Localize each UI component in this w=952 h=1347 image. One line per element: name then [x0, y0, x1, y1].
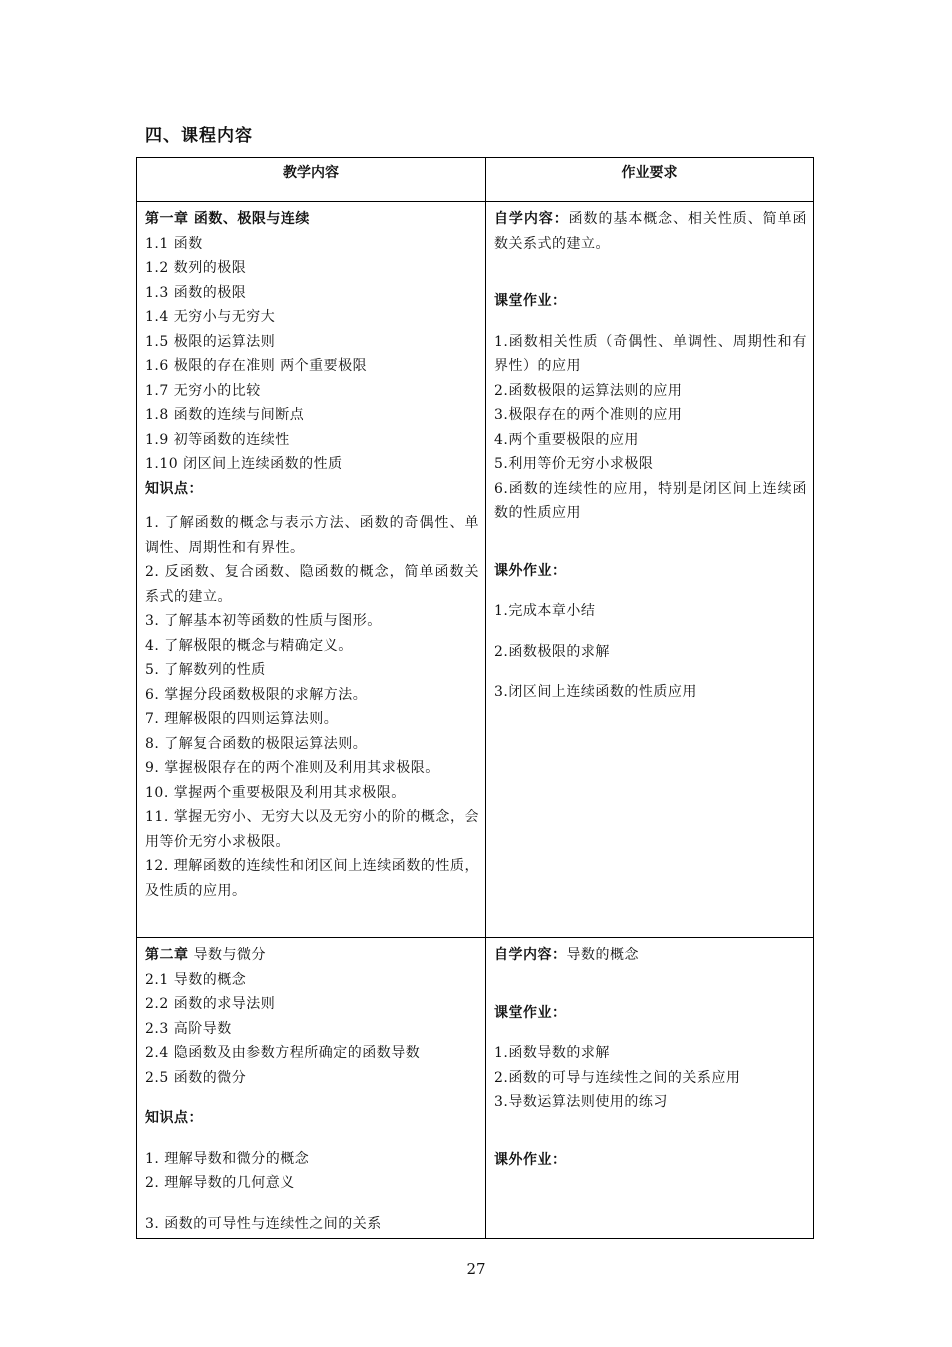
knowledge-point: 2. 理解导数的几何意义	[145, 1175, 295, 1191]
section-item: 1.5 极限的运算法则	[145, 333, 276, 350]
self-study-label: 自学内容：	[494, 947, 567, 963]
header-teaching-content: 教学内容	[137, 158, 486, 202]
homework-item: 3.闭区间上连续函数的性质应用	[494, 684, 697, 700]
section-item: 1.9 初等函数的连续性	[145, 431, 290, 448]
section-item: 1.10 闭区间上连续函数的性质	[145, 456, 343, 472]
chapter2-title-rest: 导数与微分	[188, 947, 266, 963]
chapter2-content	[137, 938, 486, 1239]
section-item: 2.2 函数的求导法则	[145, 996, 276, 1012]
self-study-label: 自学内容：	[494, 211, 569, 227]
self-study-text: 函数的基本概念、相关性质、简单函数关系式的建立。	[494, 211, 807, 252]
homework-label: 课外作业：	[494, 1151, 567, 1168]
chapter2-title-bold: 第二章	[145, 947, 189, 963]
section-item: 2.3 高阶导数	[145, 1020, 232, 1037]
classwork-item: 6.函数的连续性的应用，特别是闭区间上连续函数的性质应用	[494, 480, 807, 521]
classwork-item: 3.极限存在的两个准则的应用	[494, 407, 683, 423]
chapter2-row	[137, 938, 814, 1239]
classwork-item: 1.函数导数的求解	[494, 1045, 610, 1061]
knowledge-label: 知识点：	[145, 480, 203, 497]
knowledge-point: 12. 理解函数的连续性和闭区间上连续函数的性质，及性质的应用。	[145, 858, 479, 899]
section-item: 2.1 导数的概念	[145, 971, 247, 988]
knowledge-point: 9. 掌握极限存在的两个准则及利用其求极限。	[145, 760, 440, 776]
self-study	[494, 943, 807, 968]
page-number: 27	[466, 1260, 486, 1278]
table-header-row	[137, 158, 814, 202]
section-item: 2.5 函数的微分	[145, 1069, 247, 1086]
knowledge-point: 11. 掌握无穷小、无穷大以及无穷小的阶的概念，会用等价无穷小求极限。	[145, 809, 479, 850]
knowledge-point: 5. 了解数列的性质	[145, 662, 266, 678]
chapter1-title: 第一章 函数、极限与连续	[145, 211, 310, 227]
homework-item: 2.函数极限的求解	[494, 643, 610, 660]
classwork-item: 5.利用等价无穷小求极限	[494, 456, 654, 472]
section-item: 1.2 数列的极限	[145, 260, 247, 276]
chapter2-title	[145, 943, 479, 968]
classwork-label: 课堂作业：	[494, 293, 567, 309]
classwork-item: 4.两个重要极限的应用	[494, 431, 639, 448]
knowledge-point: 2. 反函数、复合函数、隐函数的概念，简单函数关系式的建立。	[145, 564, 479, 605]
classwork-label: 课堂作业：	[494, 1004, 567, 1021]
knowledge-point: 3. 了解基本初等函数的性质与图形。	[145, 613, 382, 629]
knowledge-label: 知识点：	[145, 1110, 203, 1126]
chapter1-row	[137, 202, 814, 938]
chapter1-content	[137, 202, 486, 938]
section-item: 2.4 隐函数及由参数方程所确定的函数导数	[145, 1045, 421, 1061]
self-study	[494, 207, 807, 256]
knowledge-point: 1. 理解导数和微分的概念	[145, 1150, 310, 1167]
chapter1-homework	[486, 202, 814, 938]
knowledge-point: 1. 了解函数的概念与表示方法、函数的奇偶性、单调性、周期性和有界性。	[145, 515, 479, 556]
knowledge-point: 3. 函数的可导性与连续性之间的关系	[145, 1215, 382, 1232]
knowledge-point: 10. 掌握两个重要极限及利用其求极限。	[145, 784, 406, 801]
section-item: 1.8 函数的连续与间断点	[145, 407, 305, 423]
knowledge-point: 7. 理解极限的四则运算法则。	[145, 711, 339, 727]
section-item: 1.1 函数	[145, 235, 203, 252]
self-study-text: 导数的概念	[566, 947, 639, 963]
homework-label: 课外作业：	[494, 562, 567, 579]
classwork-item: 2.函数的可导与连续性之间的关系应用	[494, 1069, 741, 1086]
knowledge-point: 6. 掌握分段函数极限的求解方法。	[145, 686, 368, 703]
course-content-table	[136, 157, 814, 1239]
classwork-item: 3.导数运算法则使用的练习	[494, 1094, 668, 1110]
knowledge-point: 8. 了解复合函数的极限运算法则。	[145, 735, 368, 752]
section-item: 1.4 无穷小与无穷大	[145, 309, 276, 325]
knowledge-point: 4. 了解极限的概念与精确定义。	[145, 637, 353, 654]
section-item: 1.7 无穷小的比较	[145, 382, 261, 399]
chapter2-homework	[486, 938, 814, 1239]
classwork-item: 1.函数相关性质（奇偶性、单调性、周期性和有界性）的应用	[494, 333, 807, 374]
section-title: 四、课程内容	[145, 126, 253, 146]
classwork-item: 2.函数极限的运算法则的应用	[494, 382, 683, 399]
header-homework-requirements: 作业要求	[486, 158, 814, 202]
homework-item: 1.完成本章小结	[494, 603, 596, 619]
section-item: 1.6 极限的存在准则 两个重要极限	[145, 358, 368, 374]
section-item: 1.3 函数的极限	[145, 284, 247, 301]
